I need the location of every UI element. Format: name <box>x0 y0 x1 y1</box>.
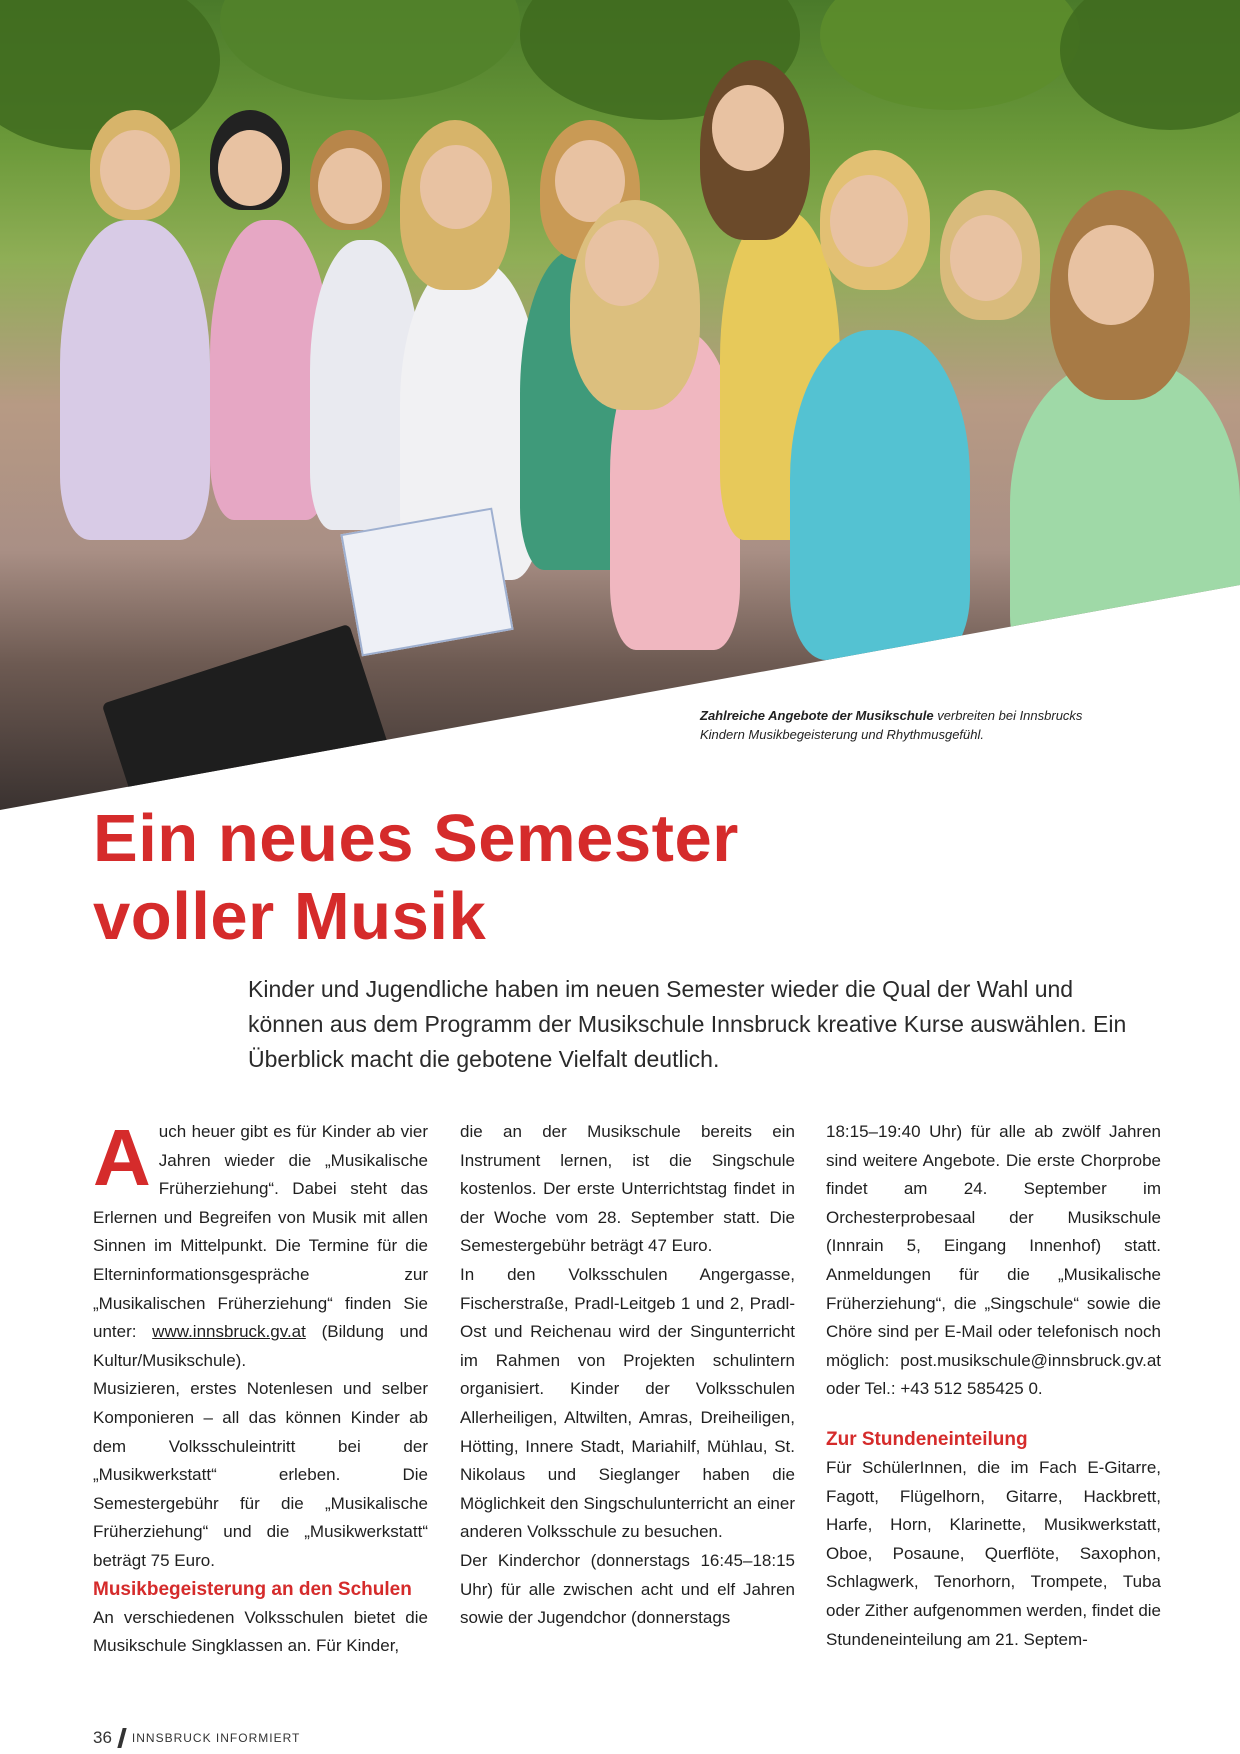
header-photo <box>0 0 1240 810</box>
dropcap: A <box>93 1113 151 1202</box>
subheading-stundeneinteilung: Zur Stundeneinteilung <box>826 1428 1028 1450</box>
col3-paragraph-2: Für SchülerInnen, die im Fach E-Gitarre, Fagott, Flügelhorn, Gitarre, Hackbrett, Harfe, Horn, Klarinette, Musikwerkstatt, Oboe, Posaune, Querflöte, Saxophon, Schlagwerk, Tenorhorn, Trompete, Tuba oder Zither aufgenommen werden, findet die Stundeneinteilung am 21. Septem- <box>826 1457 1161 1649</box>
col2-paragraph-1: die an der Musikschule bereits ein Instrument lernen, ist die Singschule kostenlos. Der erste Unterrichtstag findet in der Woche vom 28. September statt. Die Semestergebühr beträgt 47 Euro. <box>460 1122 795 1256</box>
publication-name: INNSBRUCK INFORMIERT <box>131 1731 301 1745</box>
col2-paragraph-2: In den Volksschulen Angergasse, Fischerstraße, Pradl-Leitgeb 1 und 2, Pradl-Ost und Reichenau wird der Singunterricht im Rahmen von Projekten schulintern organisiert. Kinder der Volksschulen Allerheiligen, Altwilten, Amras, Dreiheiligen, Hötting, Innere Stadt, Mariahilf, Mühlau, St. Nikolaus und Sieglanger haben die Möglichkeit den Singschulunterricht an einer anderen Volksschule zu besuchen. <box>460 1264 795 1542</box>
article-title <box>93 800 1193 956</box>
photo-caption <box>700 706 1120 744</box>
col3-paragraph-1: 18:15–19:40 Uhr) für alle ab zwölf Jahren sind weitere Angebote. Die erste Chorprobe findet am 24. September im Orchesterprobesaal der Musikschule (Innrain 5, Eingang Innenhof) statt. Anmeldungen für die „Musikalische Früherziehung“, die „Singschule“ sowie die Chöre sind per E-Mail oder telefonisch noch möglich: post.musikschule@innsbruck.gv.at oder Tel.: +43 512 585425 0. <box>826 1122 1161 1399</box>
col1-paragraph-1 <box>93 1113 428 1375</box>
col1-paragraph-2: Musizieren, erstes Notenlesen und selber Komponieren – all das können Kinder ab dem Volksschuleintritt bei der „Musikwerkstatt“ erleben. Die Semestergebühr für die „Musikalische Früherziehung“ und die „Musikwerkstatt“ beträgt 75 Euro. <box>93 1379 428 1570</box>
title-line-2: voller Musik <box>93 879 487 954</box>
title-line-1: Ein neues Semester <box>93 801 739 876</box>
subheading-musikbegeisterung: Musikbegeisterung an den Schulen <box>93 1578 412 1600</box>
column-3 <box>826 1118 1161 1654</box>
caption-rest: verbreiten bei Innsbrucks Kindern Musikbegeisterung und Rhythmusgefühl. <box>700 708 1083 742</box>
caption-bold: Zahlreiche Angebote der Musikschule <box>700 708 934 723</box>
col2-paragraph-3: Der Kinderchor (donnerstags 16:45–18:15 Uhr) für alle zwischen acht und elf Jahren sowie der Jugendchor (donnerstags <box>460 1550 795 1628</box>
page-footer <box>93 1728 300 1748</box>
column-1 <box>93 1113 428 1661</box>
col1-paragraph-3: An verschiedenen Volksschulen bietet die Musikschule Singklassen an. Für Kinder, <box>93 1607 428 1656</box>
col1-text-1-end: (Bildung und Kultur/Musikschule). <box>93 1322 428 1370</box>
footer-slash <box>117 1728 126 1748</box>
lead-paragraph: Kinder und Jugendliche haben im neuen Semester wieder die Qual der Wahl und können aus dem Programm der Musikschule Innsbruck kreative Kurse auswählen. Ein Überblick macht die gebotene Vielfalt deutlich. <box>248 976 1127 1072</box>
column-2 <box>460 1118 795 1633</box>
col1-text-1: uch heuer gibt es für Kinder ab vier Jahren wieder die „Musikalische Früherziehung“. Dabei steht das Erlernen und Begreifen von Musik mit allen Sinnen im Mittelpunkt. Die Termine für die Elterninformationsgespräche zur „Musikalischen Früherziehung“ finden Sie unter: <box>93 1122 428 1342</box>
page-number: 36 <box>93 1728 112 1747</box>
website-link[interactable]: www.innsbruck.gv.at <box>152 1322 306 1342</box>
